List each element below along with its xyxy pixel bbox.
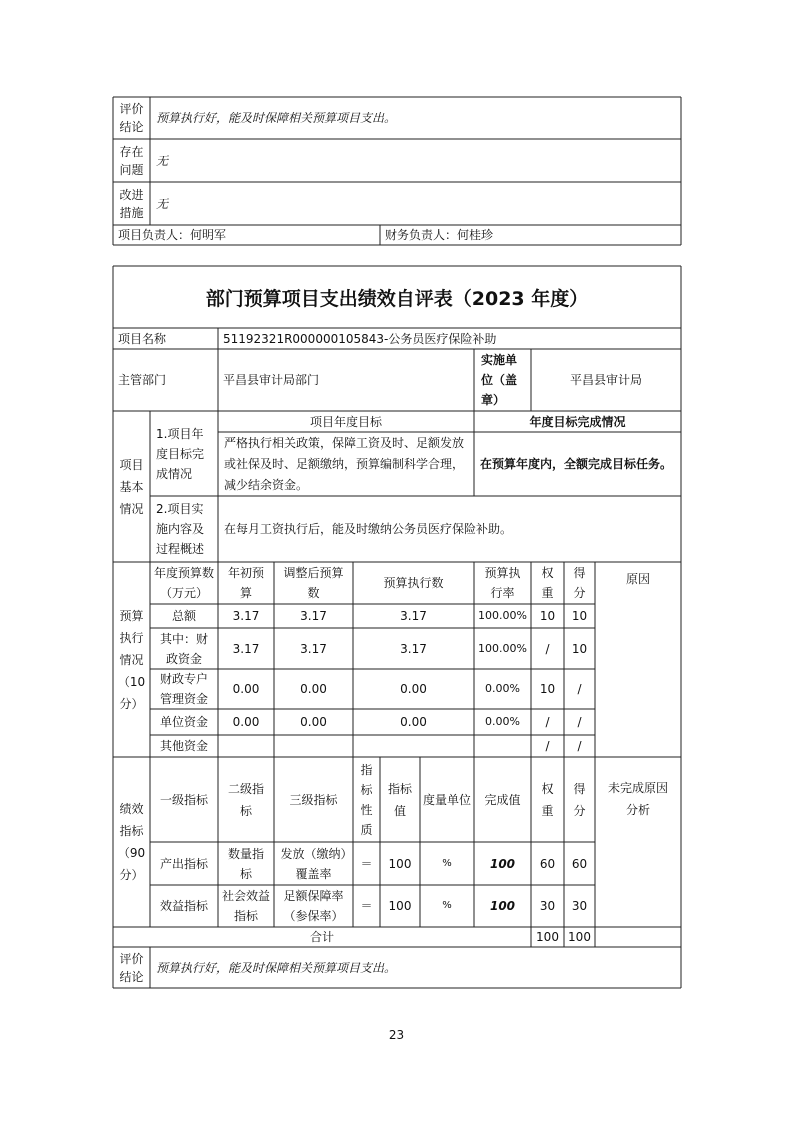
conclusion-label: 评价结论 [119,951,144,984]
perf-row-unit: % [442,857,452,869]
dept-value: 平昌县审计局部门 [223,373,320,387]
budget-row-adjusted: 0.00 [300,715,327,729]
budget-row-adjusted: 0.00 [300,682,327,696]
perf-row-unit: % [442,900,452,911]
budget-header-rate: 预算执行率 [484,566,521,600]
project-name: 51192321R000000105843-公务员医疗保险补助 [223,331,497,346]
dept-label: 主管部门 [118,373,167,387]
perf-row-done: 100 [489,856,516,871]
impl-unit-value: 平昌县审计局 [569,373,642,387]
perf-section-label: 绩效指标（90分） [117,802,146,882]
budget-row-name: 单位资金 [159,715,208,729]
budget-header-score: 得分 [573,566,586,600]
perf-row-l1: 效益指标 [159,899,208,913]
page-title: 部门预算项目支出绩效自评表（2023 年度） [205,287,589,310]
perf-row-value: 100 [388,899,412,913]
top-value-evaluation: 预算执行好，能及时保障相关预算项目支出。 [156,111,397,125]
budget-row-initial: 0.00 [232,715,260,729]
perf-row-value: 100 [388,856,412,871]
budget-row-weight: 10 [539,609,556,623]
top-label-issues: 存在问题 [119,144,144,177]
budget-row-initial [218,735,274,757]
impl-unit-label: 实施单位（盖章） [481,353,518,407]
budget-row-name: 其中：财政资金 [159,631,208,666]
budget-row-executed: 3.17 [400,641,427,656]
finance-manager: 财务负责人：何桂珍 [385,228,494,242]
perf-header-weight: 权重 [541,781,554,818]
completion-text: 在预算年度内，全额完成目标任务。 [480,457,673,471]
total-score: 100 [568,930,591,944]
budget-row-executed [353,735,474,757]
budget-header-adjusted: 调整后预算数 [283,566,344,600]
perf-header-done: 完成值 [484,792,521,807]
project-name-label: 项目名称 [118,331,167,346]
budget-row-score: / [577,739,582,753]
budget-row-weight: 10 [539,682,556,696]
budget-row-initial: 3.17 [232,641,260,656]
annual-goal-text: 严格执行相关政策，保障工资及时、足额发放或社保及时、足额缴纳，预算编制科学合理，减少结余资金。 [224,435,465,492]
perf-header-reason: 未完成原因分析 [607,781,668,817]
budget-row-rate [474,735,531,757]
page-number: 23 [388,1028,405,1042]
budget-row-adjusted: 3.17 [300,641,327,656]
budget-row-adjusted [274,735,353,757]
perf-row-weight: 30 [539,899,556,913]
budget-row-weight: / [545,641,550,656]
budget-row-rate: 100.00% [478,641,527,655]
top-label-evaluation: 评价结论 [119,102,144,134]
perf-row-done: 100 [489,899,516,913]
budget-row-score: 10 [571,609,588,623]
perf-row-l1: 产出指标 [159,856,208,871]
budget-header-weight: 权重 [541,566,554,600]
perf-header-l3: 三级指标 [289,792,338,807]
conclusion-text: 预算执行好，能及时保障相关预算项目支出。 [156,960,397,975]
budget-row-score: / [577,682,582,696]
budget-row-initial: 0.00 [232,682,260,696]
budget-row-name: 其他资金 [159,739,208,753]
perf-row-l3: 足额保障率（参保率） [283,889,344,923]
annual-goal-label: 1.项目年度目标完成情况 [156,426,205,481]
perf-row-nature: ＝ [360,899,373,913]
budget-row-adjusted: 3.17 [300,609,327,623]
perf-header-unit: 度量单位 [423,792,472,807]
budget-section-label: 预算执行情况（10分） [117,608,146,711]
perf-header-l2: 二级指标 [227,781,264,818]
perf-row-weight: 60 [539,856,556,871]
budget-row-rate: 100.00% [478,609,527,622]
budget-row-weight: / [545,715,550,729]
total-label: 合计 [309,930,334,944]
perf-row-score: 30 [571,899,588,913]
perf-row-l2: 社会效益指标 [222,889,271,923]
budget-row-weight: / [545,739,550,753]
top-value-issues: 无 [156,153,169,168]
budget-row-score: 10 [571,641,588,656]
budget-row-name: 财政专户管理资金 [159,672,208,706]
top-label-improvement: 改进措施 [119,187,144,220]
perf-row-l2: 数量指标 [227,846,264,881]
perf-row-nature: ＝ [360,856,373,871]
perf-header-nature: 指标性质 [360,762,373,837]
budget-row-name: 总额 [171,609,196,623]
budget-header-annual: 年度预算数（万元） [154,566,215,600]
perf-header-score: 得分 [573,781,586,818]
budget-row-executed: 0.00 [400,682,427,696]
basic-info-label: 项目基本情况 [119,457,144,516]
budget-row-initial: 3.17 [232,609,260,623]
top-value-improvement: 无 [156,196,169,211]
perf-row-l3: 发放（缴纳）覆盖率 [280,846,347,881]
total-weight: 100 [536,930,559,944]
perf-row-score: 60 [571,856,588,871]
budget-row-rate: 0.00% [485,682,520,695]
completion-header: 年度目标完成情况 [529,414,626,429]
budget-row-score: / [577,715,582,729]
perf-header-l1: 一级指标 [159,792,208,807]
budget-row-executed: 3.17 [400,609,427,623]
budget-header-executed: 预算执行数 [383,576,444,590]
budget-row-executed: 0.00 [400,715,427,729]
content-label: 2.项目实施内容及过程概述 [156,502,205,556]
annual-goal-header: 项目年度目标 [309,414,382,429]
budget-header-reason: 原因 [625,572,650,586]
perf-header-value: 指标值 [388,781,413,818]
budget-header-initial: 年初预算 [227,566,264,600]
content-text: 在每月工资执行后，能及时缴纳公务员医疗保险补助。 [224,522,513,536]
budget-row-rate: 0.00% [485,715,520,728]
project-manager: 项目负责人：何明军 [118,228,227,242]
